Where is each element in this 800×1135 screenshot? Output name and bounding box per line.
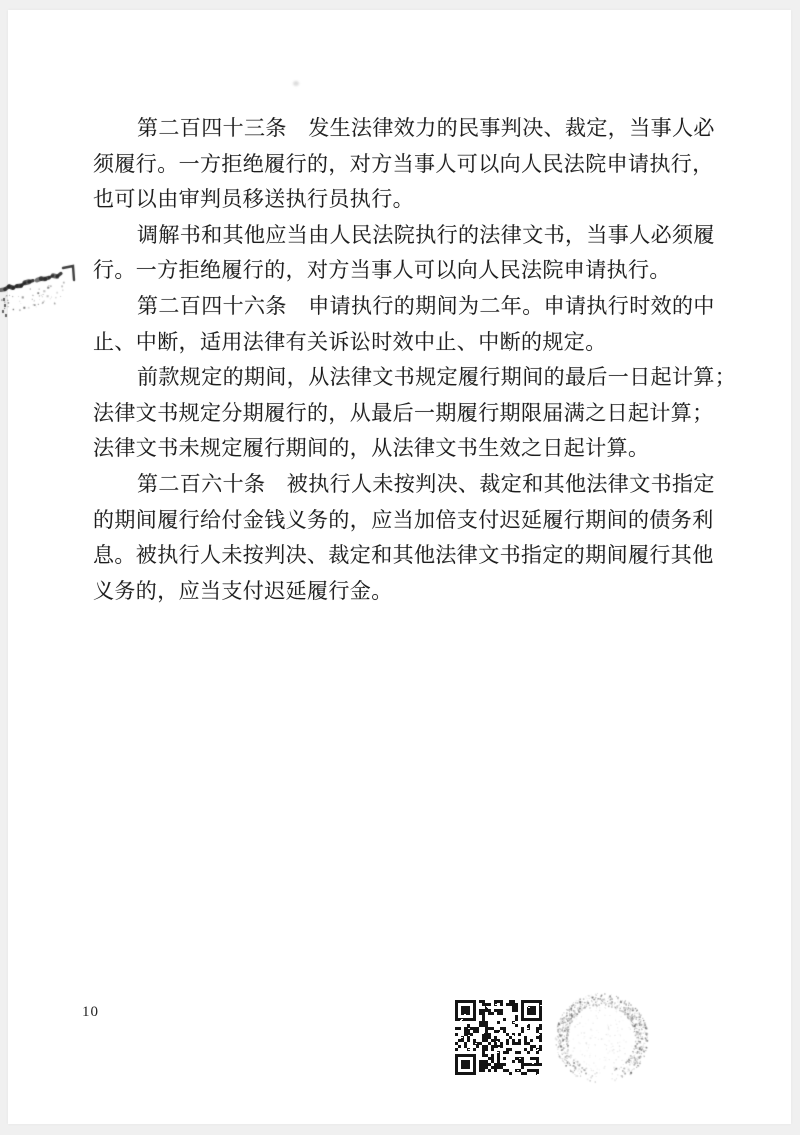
document-body [93, 111, 737, 609]
text-line: 调解书和其他应当由人民法院执行的法律文书，当事人必须履 [137, 222, 715, 247]
paragraph [93, 289, 733, 360]
text-line: 行。一方拒绝履行的，对方当事人可以向人民法院申请执行。 [93, 258, 671, 283]
qr-code [455, 1000, 542, 1075]
text-line: 也可以由审判员移送执行员执行。 [93, 187, 414, 212]
stamp-seal [551, 990, 651, 1085]
text-line: 息。被执行人未按判决、裁定和其他法律文书指定的期间履行其他 [93, 543, 714, 568]
text-line: 法律文书未规定履行期间的，从法律文书生效之日起计算。 [93, 436, 650, 461]
paragraph [93, 360, 737, 467]
page-number: 10 [82, 1004, 99, 1020]
ink-smudge [0, 244, 85, 324]
paper-speck [293, 81, 299, 86]
text-line: 止、中断，适用法律有关诉讼时效中止、中断的规定。 [93, 329, 607, 354]
text-line: 第二百四十六条 申请执行的期间为二年。申请执行时效的中 [137, 293, 715, 318]
document-page [8, 10, 791, 1124]
paragraph [93, 467, 733, 609]
paragraph [93, 218, 733, 289]
paragraph [93, 111, 733, 218]
text-line: 第二百六十条 被执行人未按判决、裁定和其他法律文书指定 [137, 471, 715, 496]
text-line: 法律文书规定分期履行的，从最后一期履行期限届满之日起计算； [93, 400, 714, 425]
text-line: 须履行。一方拒绝履行的，对方当事人可以向人民法院申请执行， [93, 151, 714, 176]
text-line: 第二百四十三条 发生法律效力的民事判决、裁定，当事人必 [137, 116, 715, 140]
text-line: 的期间履行给付金钱义务的，应当加倍支付迟延履行期间的债务利 [93, 507, 714, 532]
text-line: 前款规定的期间，从法律文书规定履行期间的最后一日起计算； [137, 365, 737, 390]
text-line: 义务的，应当支付迟延履行金。 [93, 578, 393, 603]
